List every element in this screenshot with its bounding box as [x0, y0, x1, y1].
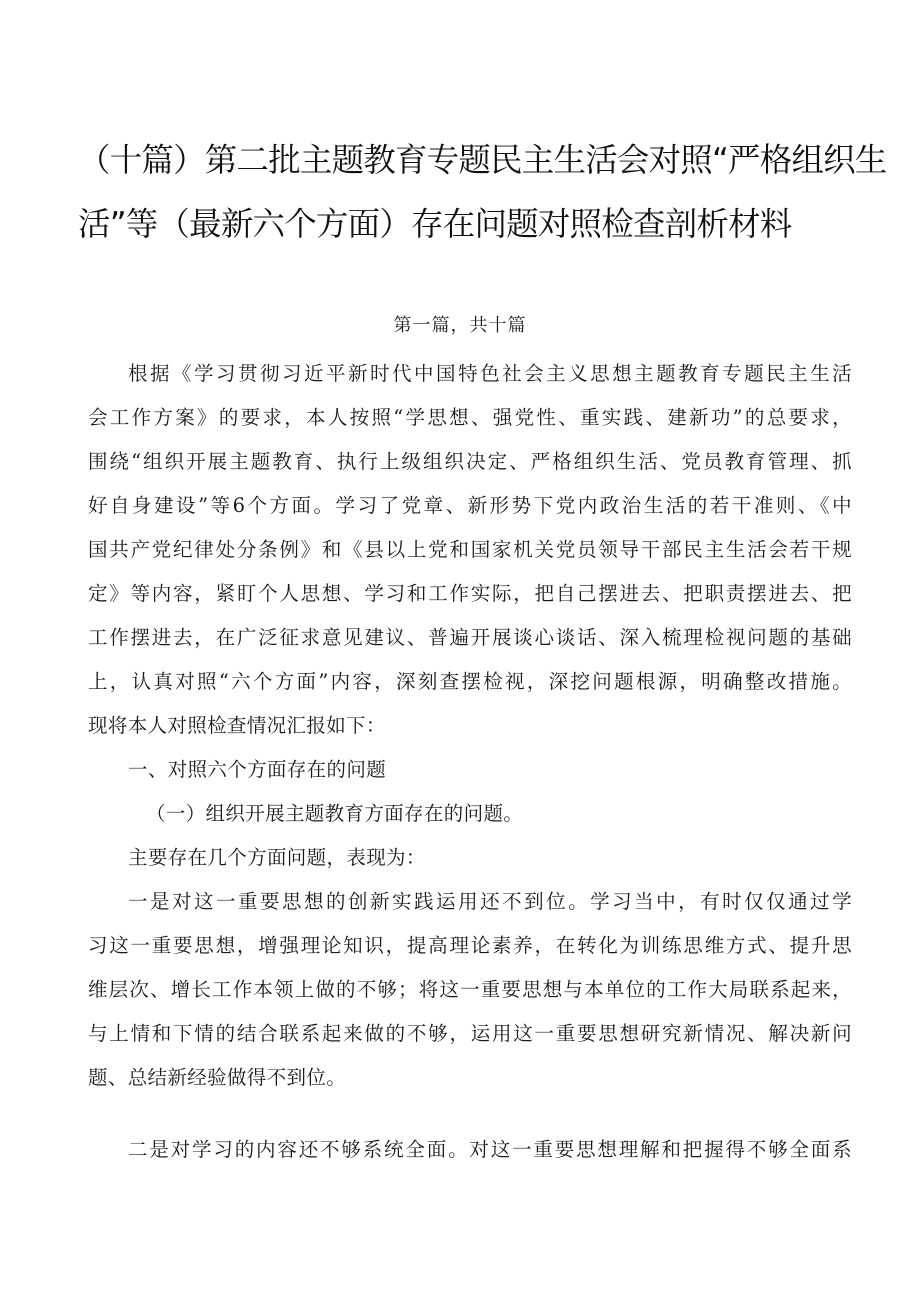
paragraph-line: 维层次、增长工作本领上做的不够；将这一重要思想与本单位的工作大局联系起来， [88, 978, 852, 1001]
paragraph-line: 上，认真对照“六个方面”内容，深刻查摆检视，深挖问题根源，明确整改措施。 [88, 670, 852, 693]
paragraph-point-one [88, 880, 852, 1100]
paragraph-line: 题、总结新经验做得不到位。 [88, 1066, 347, 1089]
paragraph-line: 现将本人对照检查情况汇报如下： [88, 714, 386, 737]
paragraph-point-two [88, 1128, 852, 1172]
paragraph-summary [128, 836, 892, 880]
paragraph-line: 国共产党纪律处分条例》和《县以上党和国家机关党员领导干部民主生活会若干规 [88, 538, 852, 561]
title-line-2: 活”等（最新六个方面）存在问题对照检查剖析材料 [78, 205, 792, 243]
paragraph-line: 与上情和下情的结合联系起来做的不够，运用这一重要思想研究新情况、解决新问 [88, 1022, 852, 1045]
heading-text: 一、对照六个方面存在的问题 [128, 758, 387, 781]
paragraph-line: 会工作方案》的要求，本人按照“学思想、强党性、重实践、建新功”的总要求， [88, 406, 852, 429]
paragraph-intro [88, 352, 852, 748]
paragraph-line: 一是对这一重要思想的创新实践运用还不到位。学习当中，有时仅仅通过学 [128, 890, 852, 913]
paragraph-line: 习这一重要思想，增强理论知识，提高理论素养，在转化为训练思维方式、提升思 [88, 934, 852, 957]
section-heading-1 [128, 748, 892, 792]
title-line-1: （十篇）第二批主题教育专题民主生活会对照“严格组织生 [78, 141, 887, 179]
section-subtitle: 第一篇，共十篇 [393, 315, 527, 336]
paragraph-line: 工作摆进去，在广泛征求意见建议、普遍开展谈心谈话、深入梳理检视问题的基础 [88, 626, 852, 649]
paragraph-line: 定》等内容，紧盯个人思想、学习和工作实际，把自己摆进去、把职责摆进去、把 [88, 582, 852, 605]
paragraph-line: 好自身建设”等6个方面。学习了党章、新形势下党内政治生活的若干准则、《中 [88, 494, 852, 517]
paragraph-line: 二是对学习的内容还不够系统全面。对这一重要思想理解和把握得不够全面系 [128, 1138, 852, 1161]
document-title [78, 128, 887, 256]
heading-text: （一）组织开展主题教育方面存在的问题。 [146, 802, 524, 825]
paragraph-line: 围绕“组织开展主题教育、执行上级组织决定、严格组织生活、党员教育管理、抓 [88, 450, 852, 473]
paragraph-line: 根据《学习贯彻习近平新时代中国特色社会主义思想主题教育专题民主生活 [128, 362, 852, 385]
section-heading-2 [146, 792, 910, 836]
paragraph-line: 主要存在几个方面问题，表现为： [128, 846, 426, 869]
